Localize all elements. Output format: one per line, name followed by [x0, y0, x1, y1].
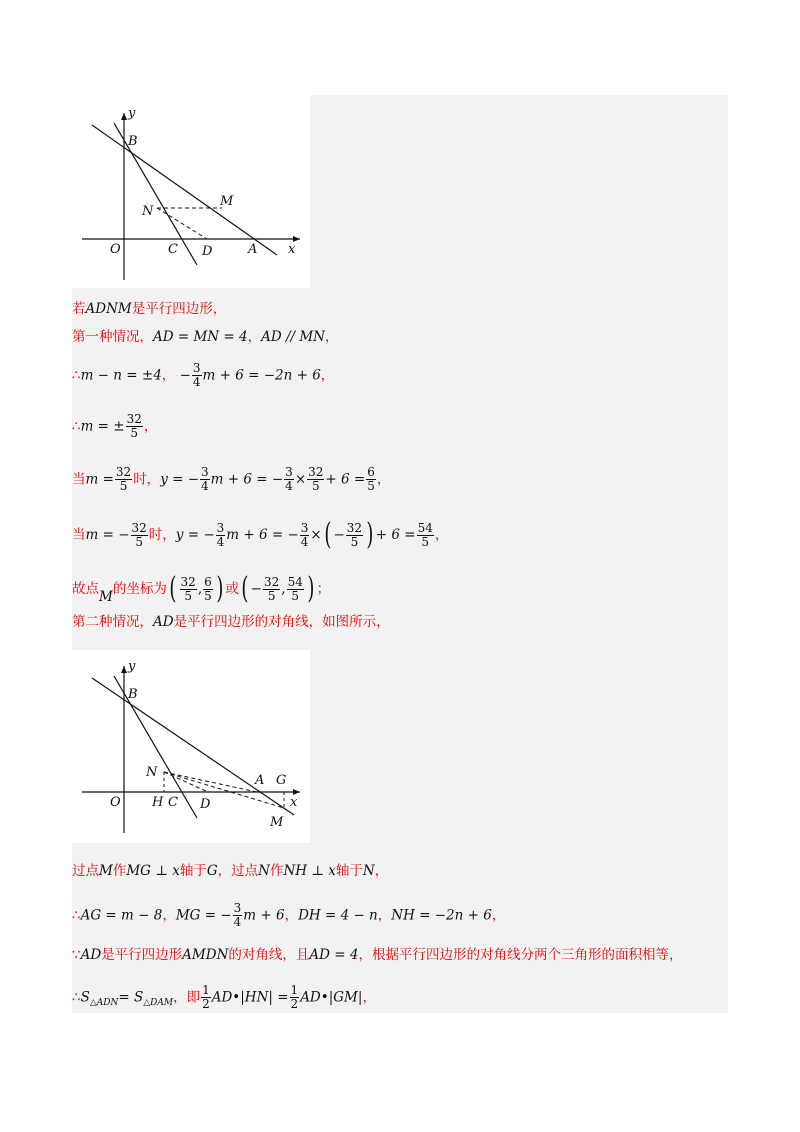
- text: ；: [316, 581, 331, 597]
- label-x: x: [290, 795, 298, 810]
- line-8: [72, 612, 390, 632]
- fraction: $\frac{1}{2}$: [202, 983, 210, 1011]
- paren-close: ): [366, 517, 374, 552]
- text: 轴于: [335, 863, 363, 879]
- line-3: [72, 362, 334, 389]
- math: m − n = ±4: [80, 367, 162, 384]
- text: ，: [143, 418, 158, 435]
- label-c: C: [168, 795, 178, 810]
- math: m =: [85, 471, 114, 488]
- line-7: [72, 571, 331, 606]
- label-y: y: [128, 659, 136, 674]
- math: = S: [118, 989, 144, 1006]
- math: y = −: [160, 471, 200, 488]
- line-12: [72, 984, 376, 1013]
- fraction: $\frac{32}{5}$: [126, 412, 142, 440]
- text: ∴: [72, 367, 81, 384]
- math: m + 6 = −: [210, 471, 284, 488]
- math: AMDN: [182, 947, 229, 963]
- text: ，: [434, 527, 449, 543]
- figure-1-graph: [72, 95, 310, 288]
- fraction: $\frac{6}{5}$: [367, 465, 375, 493]
- text: 当: [72, 527, 86, 543]
- text: ，: [324, 329, 339, 345]
- line-bc: [114, 123, 197, 265]
- fraction: $\frac{3}{4}$: [233, 901, 242, 929]
- math: MG ⊥ x: [126, 863, 180, 879]
- text: 是平行四边形: [101, 947, 183, 963]
- fraction: $\frac{6}{5}$: [204, 574, 212, 603]
- label-y: y: [128, 106, 136, 121]
- math: −: [333, 527, 345, 543]
- subscript: △ADN: [89, 998, 119, 1009]
- text: ∵: [72, 947, 81, 963]
- math: DH = 4 − n: [298, 907, 378, 924]
- label-m: M: [220, 194, 234, 209]
- fraction: $\frac{3}{4}$: [192, 361, 201, 389]
- math: m + 6 = −: [226, 527, 299, 543]
- fraction: $\frac{32}{5}$: [264, 574, 280, 603]
- math: AD•|HN| =: [211, 989, 289, 1006]
- label-n: N: [142, 204, 154, 219]
- math: −: [250, 581, 263, 597]
- label-g: G: [276, 773, 287, 788]
- fraction: $\frac{32}{5}$: [180, 574, 196, 603]
- math: ×: [294, 471, 307, 488]
- text: ，: [377, 907, 392, 924]
- math: AD•|GM|: [300, 989, 363, 1006]
- figure-2: [72, 650, 310, 843]
- fraction: $\frac{54}{5}$: [287, 574, 303, 603]
- text: ，: [284, 907, 299, 924]
- label-b: B: [128, 687, 138, 702]
- text: 作: [269, 863, 284, 879]
- text: 时，: [148, 527, 176, 543]
- label-o: O: [110, 242, 121, 257]
- paren-open: (: [241, 571, 249, 606]
- text: ∴: [72, 907, 81, 924]
- segment-nm: [164, 772, 287, 808]
- text: 当: [72, 471, 86, 488]
- label-o: O: [110, 795, 121, 810]
- math: AD = 4: [309, 947, 359, 963]
- fraction: $\frac{32}{5}$: [131, 520, 147, 549]
- paren-open: (: [169, 571, 177, 606]
- math: AD: [80, 947, 102, 963]
- paren-close: ): [216, 571, 224, 606]
- math: + 6 =: [325, 471, 366, 488]
- text: ，过点: [217, 863, 259, 879]
- text: ，: [376, 471, 391, 488]
- segment-na: [164, 772, 257, 792]
- text: ，: [362, 989, 376, 1006]
- figure-2-graph: [72, 650, 310, 843]
- fraction: $\frac{3}{4}$: [216, 520, 225, 549]
- label-b: B: [128, 134, 138, 149]
- line-ba: [92, 678, 294, 815]
- math: MG = −: [175, 907, 232, 924]
- text: 是平行四边形的对角线，如图所示，: [173, 614, 390, 630]
- math: + 6 =: [375, 527, 416, 543]
- line-5: [72, 466, 390, 493]
- text: 作: [112, 863, 127, 879]
- y-axis-arrow-icon: [121, 666, 127, 673]
- fraction: $\frac{1}{2}$: [290, 983, 299, 1011]
- label-n: N: [146, 765, 158, 780]
- text: ，: [161, 367, 176, 384]
- text: ∴: [72, 418, 81, 435]
- text: 时，: [133, 471, 161, 488]
- paren-close: ): [307, 571, 315, 606]
- fraction: $\frac{54}{5}$: [417, 520, 433, 549]
- math: N: [258, 863, 270, 879]
- line-6: [72, 517, 449, 552]
- line-11: [72, 945, 682, 965]
- text: 第一种情况，: [72, 329, 153, 345]
- math: ×: [310, 527, 322, 543]
- math: m + 6 = −2n + 6: [202, 367, 321, 384]
- paren-open: (: [324, 517, 332, 552]
- math: NH ⊥ x: [283, 863, 336, 879]
- text: ，: [247, 329, 262, 345]
- text: 第二种情况，: [72, 614, 153, 630]
- fraction: $\frac{3}{4}$: [285, 465, 293, 493]
- label-h: H: [152, 795, 164, 810]
- math: m = −: [85, 527, 130, 543]
- text: 过点: [72, 863, 99, 879]
- math: NH = −2n + 6: [391, 907, 492, 924]
- text: ，根据平行四边形的对角线分两个三角形的面积相等，: [358, 947, 683, 963]
- segment-nd: [157, 208, 207, 239]
- math: N: [362, 863, 375, 879]
- fraction: $\frac{32}{5}$: [346, 520, 363, 549]
- text: ∴: [72, 989, 81, 1006]
- text: ，: [162, 907, 176, 924]
- figure-1: [72, 95, 310, 288]
- segment-nd: [164, 772, 208, 792]
- text: 若: [72, 301, 86, 317]
- subscript: △DAM: [143, 998, 174, 1009]
- text: 的对角线，且: [228, 947, 310, 963]
- text: ，即: [173, 989, 201, 1006]
- math: −: [179, 367, 191, 384]
- line-1: [72, 299, 226, 319]
- label-m: M: [270, 815, 284, 830]
- math: AD // MN: [261, 329, 325, 345]
- y-axis-arrow-icon: [121, 113, 127, 120]
- text: ，: [374, 863, 389, 879]
- line-ba: [92, 125, 277, 255]
- text: 故点: [72, 581, 99, 597]
- math: S: [80, 989, 90, 1006]
- label-d: D: [202, 244, 213, 259]
- text: 是平行四边形，: [131, 301, 227, 317]
- text: ，: [491, 907, 506, 924]
- label-d: D: [200, 797, 211, 812]
- math: AD = MN = 4: [153, 329, 248, 345]
- math: y = −: [175, 527, 215, 543]
- math: m + 6: [243, 907, 285, 924]
- math: AG = m − 8: [80, 907, 163, 924]
- line-4: [72, 413, 157, 440]
- label-c: C: [168, 242, 178, 257]
- math: AD: [153, 614, 174, 630]
- fraction: $\frac{3}{4}$: [300, 520, 309, 549]
- label-a: A: [255, 773, 265, 788]
- text: ，: [320, 367, 335, 384]
- text: 的坐标为: [112, 581, 167, 597]
- math: G: [206, 863, 218, 879]
- line-2: [72, 327, 338, 347]
- text: 或: [225, 581, 239, 597]
- line-10: [72, 902, 505, 929]
- comma: ,: [197, 581, 203, 597]
- line-9: [72, 861, 388, 881]
- label-x: x: [288, 242, 296, 257]
- fraction: $\frac{3}{4}$: [201, 465, 209, 493]
- label-a: A: [248, 242, 258, 257]
- math: M: [99, 863, 113, 879]
- fraction: $\frac{32}{5}$: [308, 465, 324, 493]
- math: M: [99, 589, 113, 605]
- text: 轴于: [179, 863, 207, 879]
- math: m = ±: [80, 418, 125, 435]
- comma: ,: [281, 581, 286, 597]
- math: ADNM: [85, 301, 132, 317]
- fraction: $\frac{32}{5}$: [115, 465, 132, 493]
